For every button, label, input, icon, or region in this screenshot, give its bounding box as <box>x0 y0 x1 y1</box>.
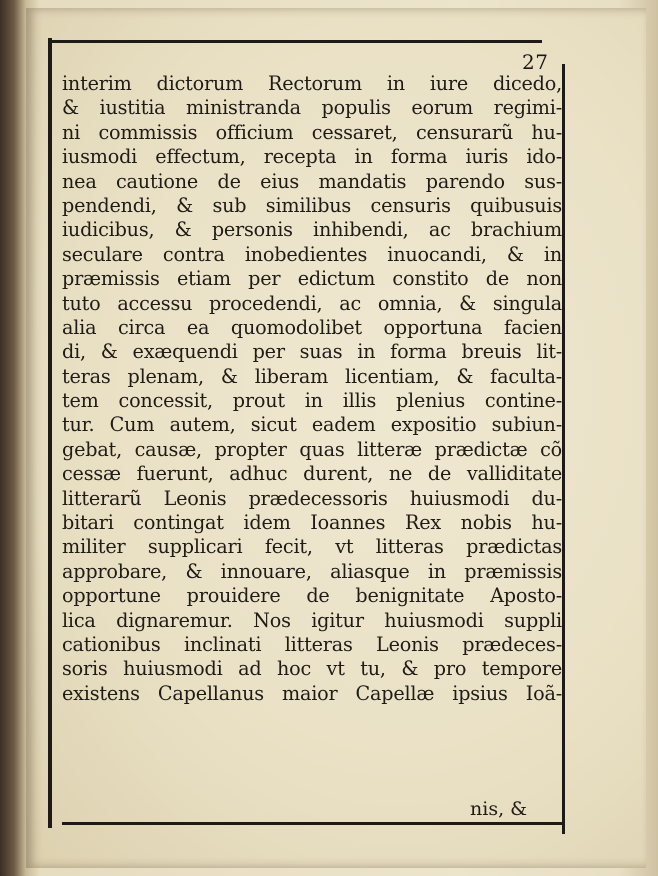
text-line: tur. Cum autem, sicut eadem expositio subiun- <box>62 413 562 437</box>
text-line: seculare contra inobedientes inuocandi, & in <box>62 242 562 266</box>
text-line: præmissis etiam per edictum constito de non <box>62 267 562 291</box>
right-frame-line <box>562 64 565 834</box>
text-line: pendendi, & sub similibus censuris quibusuis <box>62 193 562 217</box>
text-line: nea cautione de eius mandatis parendo sus- <box>62 169 562 193</box>
body-text <box>62 72 562 706</box>
text-line: & iustitia ministranda populis eorum regimi- <box>62 96 562 120</box>
text-line: gebat, causæ, propter quas litteræ prædictæ cõ <box>62 437 562 461</box>
text-line: iudicibus, & personis inhibendi, ac brachium <box>62 218 562 242</box>
left-frame-line <box>48 38 52 828</box>
text-line: lica dignaremur. Nos igitur huiusmodi suppli <box>62 608 562 632</box>
text-line: teras plenam, & liberam licentiam, & faculta- <box>62 364 562 388</box>
top-rule <box>48 40 542 43</box>
text-line: litterarũ Leonis prædecessoris huiusmodi du- <box>62 486 562 510</box>
text-line: di, & exæquendi per suas in forma breuis lit- <box>62 340 562 364</box>
text-line: tuto accessu procedendi, ac omnia, & singula <box>62 291 562 315</box>
text-line: soris huiusmodi ad hoc vt tu, & pro tempore <box>62 657 562 681</box>
text-line: opportune prouidere de benignitate Aposto- <box>62 584 562 608</box>
text-line: bitari contingat idem Ioannes Rex nobis hu- <box>62 511 562 535</box>
text-line: cationibus inclinati litteras Leonis prædeces- <box>62 632 562 656</box>
page-number: 27 <box>522 50 549 74</box>
text-line: alia circa ea quomodolibet opportuna facien <box>62 315 562 339</box>
catchword: nis, & <box>470 798 528 820</box>
text-line: approbare, & innouare, aliasque in præmissis <box>62 559 562 583</box>
text-line: ni commissis officium cessaret, censurarũ hu- <box>62 120 562 144</box>
text-line: interim dictorum Rectorum in iure dicedo, <box>62 72 562 95</box>
text-line: cessæ fuerunt, adhuc durent, ne de valliditate <box>62 462 562 486</box>
text-line: existens Capellanus maior Capellæ ipsius Ioã- <box>62 681 562 705</box>
bottom-rule <box>62 822 562 825</box>
text-line: iusmodi effectum, recepta in forma iuris ido- <box>62 145 562 169</box>
text-line: tem concessit, prout in illis plenius contine- <box>62 389 562 413</box>
text-line: militer supplicari fecit, vt litteras prædictas <box>62 535 562 559</box>
